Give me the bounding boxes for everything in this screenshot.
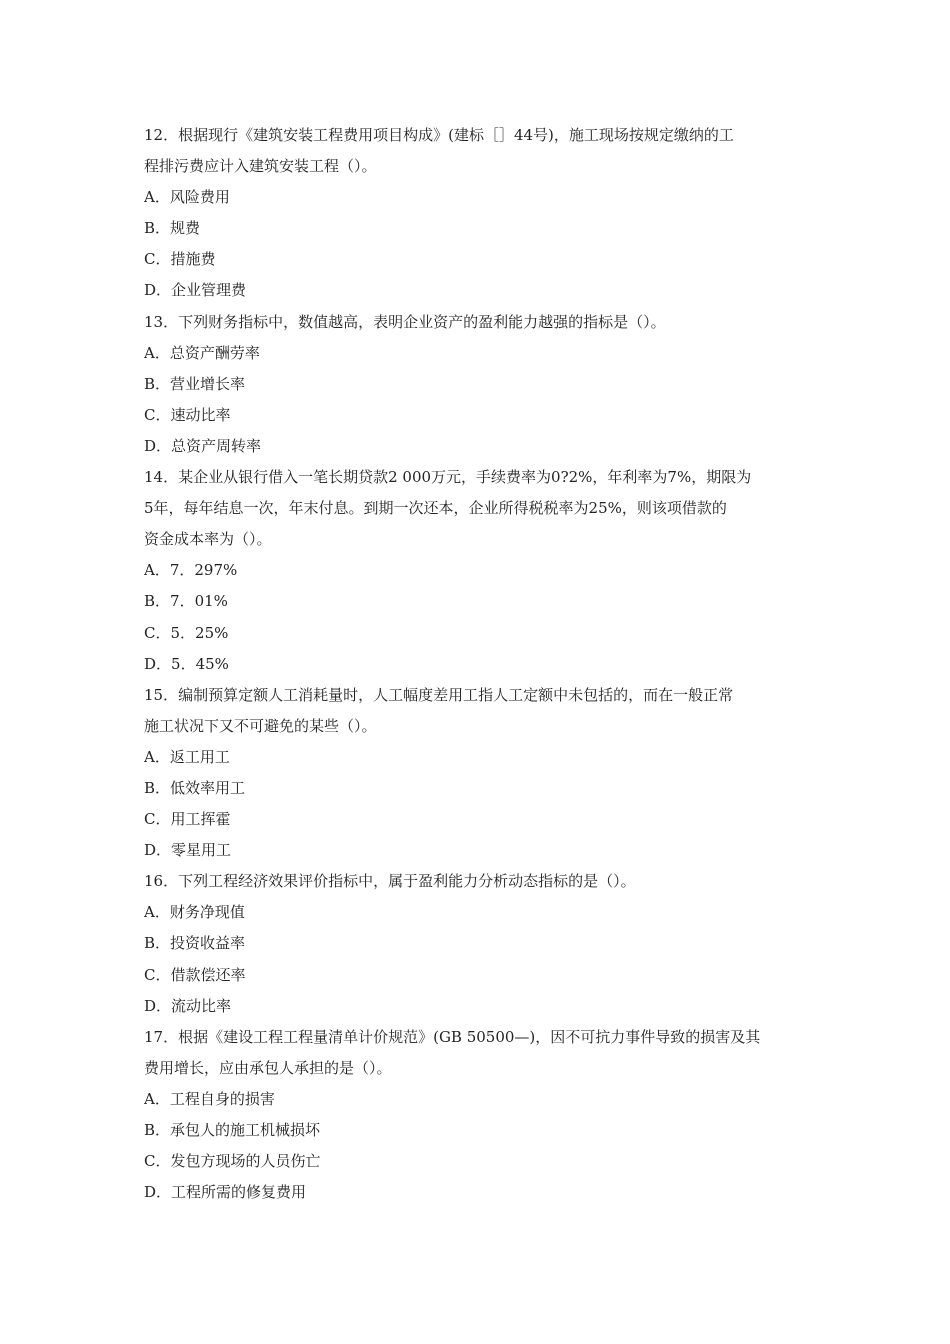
- answer-option: C．5．25%: [144, 623, 229, 642]
- answer-option: C．发包方现场的人员伤亡: [144, 1152, 321, 1171]
- answer-option: C．借款偿还率: [144, 965, 246, 984]
- question-stem-line: 费用增长，应由承包人承担的是（）。: [144, 1058, 392, 1077]
- answer-option: C．用工挥霍: [144, 810, 231, 829]
- question-stem-line: 14．某企业从银行借入一笔长期贷款2 000万元，手续费率为0?2%，年利率为7%，期限为: [144, 468, 752, 487]
- question-block: [144, 680, 814, 867]
- answer-option: A．风险费用: [144, 188, 230, 207]
- answer-option: C．速动比率: [144, 405, 231, 424]
- question-block: [144, 462, 814, 680]
- question-block: [144, 307, 814, 462]
- answer-option: A．7．297%: [144, 561, 238, 580]
- question-stem-line: 17．根据《建设工程工程量清单计价规范》(GB 50500—)，因不可抗力事件导致的损害及其: [144, 1027, 761, 1046]
- answer-option: B．低效率用工: [144, 778, 246, 797]
- answer-option: C．措施费: [144, 250, 216, 269]
- question-block: [144, 120, 814, 307]
- answer-option: A．财务净现值: [144, 903, 245, 922]
- answer-option: D．总资产周转率: [144, 436, 262, 455]
- answer-option: A．返工用工: [144, 747, 230, 766]
- answer-option: A．工程自身的损害: [144, 1089, 275, 1108]
- answer-option: B．承包人的施工机械损坏: [144, 1121, 321, 1139]
- question-stem-line: 资金成本率为（）。: [144, 530, 272, 549]
- question-list: [144, 120, 814, 1208]
- answer-option: D．5．45%: [144, 654, 229, 673]
- question-stem-line: 15．编制预算定额人工消耗量时，人工幅度差用工指人工定额中未包括的，而在一般正常: [144, 685, 734, 704]
- answer-option: D．流动比率: [144, 996, 232, 1015]
- answer-option: A．总资产酬劳率: [144, 343, 260, 362]
- question-block: [144, 866, 814, 1021]
- answer-option: D．零星用工: [144, 841, 232, 860]
- question-stem-line: 13．下列财务指标中，数值越高，表明企业资产的盈利能力越强的指标是（）。: [144, 312, 666, 331]
- question-stem-line: 12．根据现行《建筑安装工程费用项目构成》(建标［］44号)，施工现场按规定缴纳的工: [144, 126, 734, 144]
- answer-option: B．规费: [144, 219, 201, 238]
- question-stem-line: 施工状况下又不可避免的某些（）。: [144, 716, 377, 735]
- answer-option: B．投资收益率: [144, 934, 246, 953]
- answer-option: B．7．01%: [144, 592, 228, 611]
- question-stem-line: 16．下列工程经济效果评价指标中，属于盈利能力分析动态指标的是（）。: [144, 872, 636, 891]
- question-block: [144, 1022, 814, 1209]
- answer-option: D．企业管理费: [144, 281, 247, 300]
- question-stem-line: 程排污费应计入建筑安装工程（）。: [144, 157, 377, 176]
- answer-option: B．营业增长率: [144, 374, 246, 393]
- answer-option: D．工程所需的修复费用: [144, 1183, 307, 1202]
- question-stem-line: 5年，每年结息一次，年末付息。到期一次还本，企业所得税税率为25%，则该项借款的: [144, 499, 727, 518]
